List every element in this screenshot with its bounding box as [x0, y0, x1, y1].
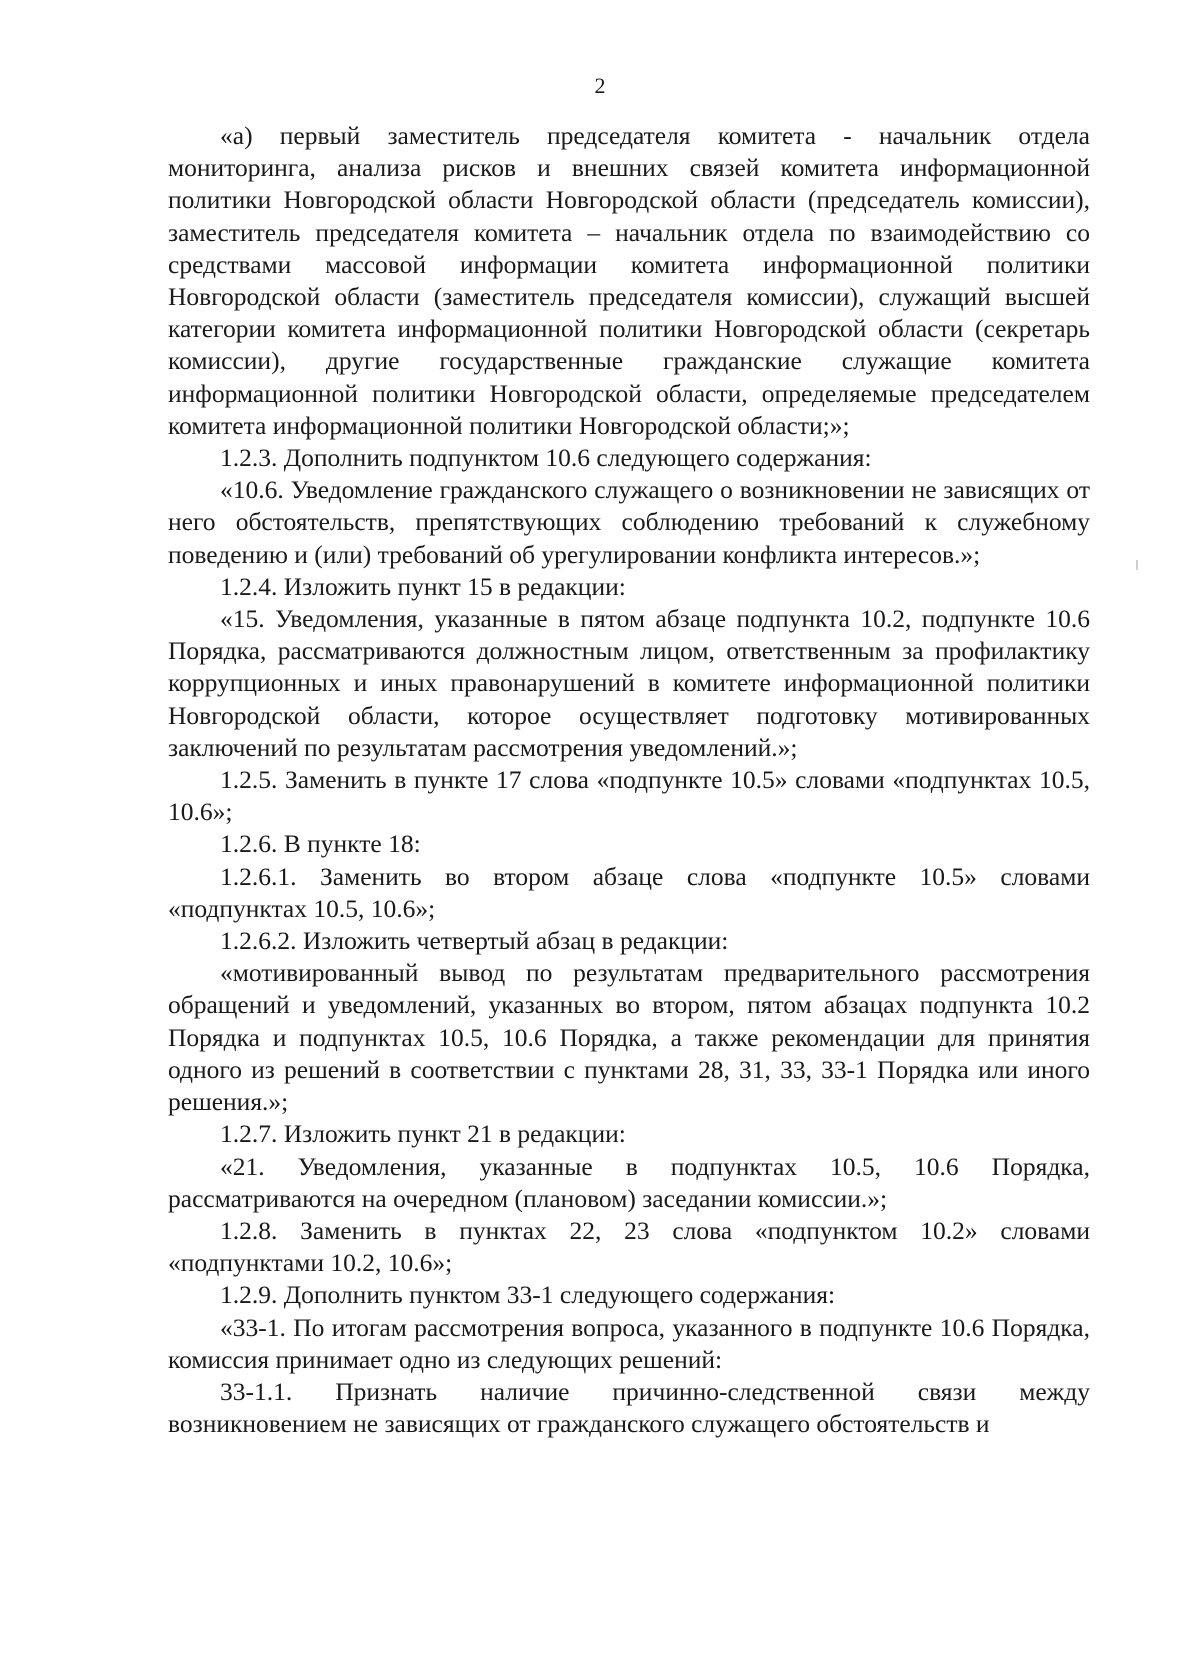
page-number: 2: [594, 73, 606, 98]
paragraph-1-2-7: 1.2.7. Изложить пункт 21 в редакции:: [220, 1119, 626, 1149]
paragraph-1-2-8: 1.2.8. Заменить в пунктах 22, 23 слова «подпунктом 10.2» словами «подпунктами 10.2, 10.6»;: [168, 1215, 1090, 1278]
paragraph-1-2-5: 1.2.5. Заменить в пункте 17 слова «подпункте 10.5» словами «подпунктах 10.5, 10.6»;: [168, 765, 1090, 827]
paragraph-15-quote: «15. Уведомления, указанные в пятом абзаце подпункта 10.2, подпункте 10.6 Порядка, рассматриваются должностным лицом, ответственным за профилактику коррупционных и иных правонарушений в комитете информационной политики Новгородской области, которое осуществляет подготовку мотивированных заключений по результатам рассмотрения уведомлений.»;: [168, 604, 1090, 762]
paragraph-1-2-6: 1.2.6. В пункте 18:: [220, 829, 421, 859]
paragraph-21-quote: «21. Уведомления, указанные в подпунктах 10.5, 10.6 Порядка, рассматриваются на очередном (плановом) заседании комиссии.»;: [168, 1151, 1090, 1213]
paragraph-1-2-6-2: 1.2.6.2. Изложить четвертый абзац в редакции:: [220, 926, 729, 956]
paragraph-1-2-9: 1.2.9. Дополнить пунктом 33-1 следующего содержания:: [220, 1280, 836, 1310]
document-body: [168, 120, 1090, 1440]
paragraph-1-2-4: 1.2.4. Изложить пункт 15 в редакции:: [220, 571, 626, 601]
paragraph-10-6-quote: «10.6. Уведомление гражданского служащего о возникновении не зависящих от него обстоятельств, препятствующих соблюдению требований к служебному поведению и (или) требований об урегулировании конфликта интересов.»;: [168, 475, 1090, 569]
paragraph-motivated-conclusion-quote: «мотивированный вывод по результатам предварительного рассмотрения обращений и уведомлений, указанных во втором, пятом абзацах подпункта 10.2 Порядка и подпунктах 10.5, 10.6 Порядка, а также рекомендации для принятия одного из решений в соответствии с пунктами 28, 31, 33, 33-1 Порядка или иного решения.»;: [168, 958, 1090, 1117]
paragraph-1-2-6-1: 1.2.6.1. Заменить во втором абзаце слова «подпункте 10.5» словами «подпунктах 10.5, 10.6»;: [168, 861, 1090, 923]
paragraph-1-2-3: 1.2.3. Дополнить подпунктом 10.6 следующего содержания:: [220, 443, 872, 473]
scan-artifact-mark: [1136, 560, 1138, 570]
paragraph-item-a: «а) первый заместитель председателя комитета - начальник отдела мониторинга, анализа рисков и внешних связей комитета информационной политики Новгородской области Новгородской области (председатель комиссии), заместитель председателя комитета – начальник отдела по взаимодействию со средствами массовой информации комитета информационной политики Новгородской области (заместитель председателя комиссии), служащий высшей категории комитета информационной политики Новгородской области (секретарь комиссии), другие государственные гражданские служащие комитета информационной политики Новгородской области, определяемые председателем комитета информационной политики Новгородской области;»;: [168, 121, 1090, 440]
paragraph-33-1-1: 33-1.1. Признать наличие причинно-следственной связи между возникновением не зависящих от гражданского служащего обстоятельств и: [168, 1376, 1090, 1439]
paragraph-33-1-quote: «33-1. По итогам рассмотрения вопроса, указанного в подпункте 10.6 Порядка, комиссия принимает одно из следующих решений:: [168, 1312, 1090, 1374]
